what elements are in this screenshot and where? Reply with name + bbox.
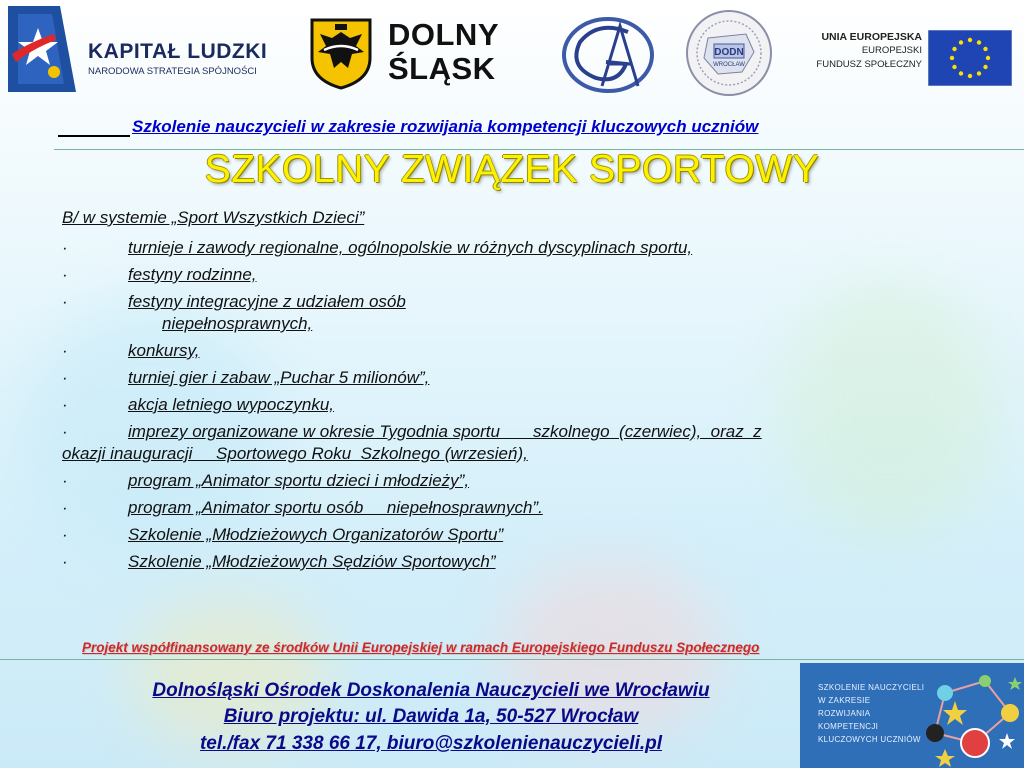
kapital-ludzki-logo [8,6,293,92]
subtitle-text[interactable]: Szkolenie nauczycieli w zakresie rozwijania kompetencji kluczowych uczniów [132,117,759,136]
page-title: SZKOLNY ZWIĄZEK SPORTOWY [204,148,820,191]
contact-address[interactable]: Biuro projektu: ul. Dawida 1a, 50-527 Wrocław [223,706,639,727]
contact-institution[interactable]: Dolnośląski Ośrodek Doskonalenia Nauczycieli we Wrocławiu [152,680,710,701]
contact-phone-email[interactable]: tel./fax 71 338 66 17, biuro@szkolenienauczycieli.pl [199,733,663,754]
list-item: · program „Animator sportu dzieci i młodzieży”, [62,471,470,490]
monogram-logo-icon [558,12,658,98]
list-item-continuation: okazji inauguracji Sportowego Roku Szkolnego (wrzesień), [62,444,528,463]
molecule-stars-icon [915,663,1024,768]
dolny-slask-line2: ŚLĄSK [388,51,496,86]
bg-decoration [780,280,1000,540]
list-item-continuation: niepełnosprawnych, [162,314,313,333]
dolny-slask-line1: DOLNY [388,17,499,52]
section-heading: B/ w systemie „Sport Wszystkich Dzieci” [62,208,365,227]
divider [0,659,1024,660]
project-cofinancing-note[interactable]: Projekt współfinansowany ze środków Unii Europejskiej w ramach Europejskiego Funduszu Społecznego [82,640,760,655]
list-item: · festyny integracyjne z udziałem osób [62,292,406,311]
kapital-ludzki-subtitle: NARODOWA STRATEGIA SPÓJNOŚCI [88,66,257,77]
subtitle-underline [58,121,130,137]
eu-flag-icon [928,30,1012,86]
list-item: · turniej gier i zabaw „Puchar 5 milionów”, [62,368,430,387]
dolny-slask-logo [310,18,535,90]
list-item: · Szkolenie „Młodzieżowych Sędziów Sportowych” [62,552,496,571]
eagle-shield-icon [310,18,372,90]
eu-text-line2: EUROPEJSKI [861,45,922,56]
eu-text-line1: UNIA EUROPEJSKA [821,31,922,43]
list-item: · festyny rodzinne, [62,265,257,284]
kapital-ludzki-title: KAPITAŁ LUDZKI [88,40,268,63]
list-item: · imprezy organizowane w okresie Tygodnia sportu szkolnego (czerwiec), oraz z [62,422,762,441]
list-item: · turnieje i zawody regionalne, ogólnopolskie w różnych dyscyplinach sportu, [62,238,693,257]
list-item: · program „Animator sportu osób niepełnosprawnych”. [62,498,543,517]
subtitle [58,117,758,137]
promo-text: SZKOLENIE NAUCZYCIELI W ZAKRESIE ROZWIJANIA KOMPETENCJI KLUCZOWYCH UCZNIÓW [818,683,925,744]
list-item: · konkursy, [62,341,200,360]
dodn-seal-logo [684,8,774,98]
eu-text-line3: FUNDUSZ SPOŁECZNY [816,59,922,70]
dodn-seal-text: DODN [714,47,744,58]
dodn-seal-subtext: WROCŁAW [713,62,745,68]
list-item: · akcja letniego wypoczynku, [62,395,335,414]
project-promo-banner [800,663,1024,768]
kapital-ludzki-star-icon [8,6,76,92]
list-item: · Szkolenie „Młodzieżowych Organizatorów Sportu” [62,525,504,544]
eu-logo [800,30,1015,86]
